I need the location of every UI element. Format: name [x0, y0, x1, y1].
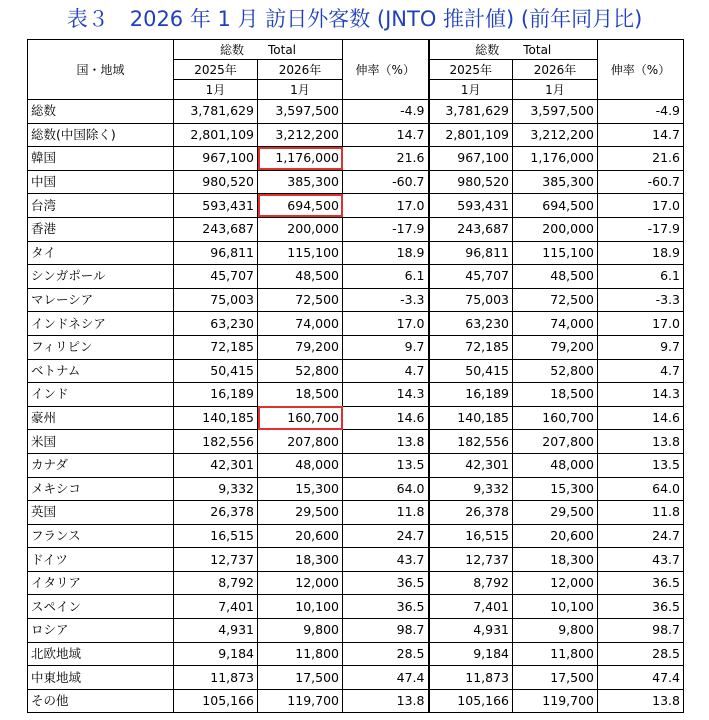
- value-2026-cell-right: 3,597,500: [513, 100, 598, 124]
- value-2025-cell-right: 2,801,109: [429, 123, 513, 147]
- value-2026-cell: 9,800: [258, 619, 343, 643]
- value-2025-cell: 96,811: [174, 241, 258, 265]
- value-2026-cell: 11,800: [258, 642, 343, 666]
- region-cell: イタリア: [28, 571, 174, 595]
- rate-cell-right: 13.5: [598, 453, 684, 477]
- rate-cell: 9.7: [343, 335, 429, 359]
- rate-cell-right: -4.9: [598, 100, 684, 124]
- table-row: [28, 312, 684, 336]
- month-header-2026-left: 1月: [258, 80, 343, 100]
- region-cell: タイ: [28, 241, 174, 265]
- rate-cell: 36.5: [343, 595, 429, 619]
- month-header-2026-right: 1月: [513, 80, 598, 100]
- rate-cell: 98.7: [343, 619, 429, 643]
- rate-cell-right: 24.7: [598, 524, 684, 548]
- value-2025-cell: 16,189: [174, 383, 258, 407]
- rate-cell: 13.8: [343, 430, 429, 454]
- rate-cell-right: 4.7: [598, 359, 684, 383]
- region-cell: ドイツ: [28, 548, 174, 572]
- value-2025-cell-right: 75,003: [429, 288, 513, 312]
- region-cell: ロシア: [28, 619, 174, 643]
- value-2026-cell-right: 52,800: [513, 359, 598, 383]
- region-cell: 台湾: [28, 194, 174, 218]
- region-cell: カナダ: [28, 453, 174, 477]
- value-2025-cell-right: 9,332: [429, 477, 513, 501]
- value-2025-cell: 9,332: [174, 477, 258, 501]
- table-row: [28, 430, 684, 454]
- value-2025-cell: 980,520: [174, 170, 258, 194]
- rate-cell: 36.5: [343, 571, 429, 595]
- value-2025-cell-right: 967,100: [429, 147, 513, 171]
- rate-cell-right: 14.7: [598, 123, 684, 147]
- value-2025-cell-right: 9,184: [429, 642, 513, 666]
- rate-cell-right: 13.8: [598, 689, 684, 713]
- region-cell: スペイン: [28, 595, 174, 619]
- value-2025-cell-right: 593,431: [429, 194, 513, 218]
- value-2026-cell: 15,300: [258, 477, 343, 501]
- value-2026-cell: 385,300: [258, 170, 343, 194]
- total-header-right: 総数 Total: [429, 40, 598, 60]
- rate-cell: -3.3: [343, 288, 429, 312]
- value-2025-cell: 140,185: [174, 406, 258, 430]
- table-row: [28, 217, 684, 241]
- value-2026-cell: 3,597,500: [258, 100, 343, 124]
- rate-cell: 43.7: [343, 548, 429, 572]
- rate-cell-right: 9.7: [598, 335, 684, 359]
- value-2026-cell-right: 3,212,200: [513, 123, 598, 147]
- value-2026-cell-right: 9,800: [513, 619, 598, 643]
- rate-cell: 13.8: [343, 689, 429, 713]
- value-2025-cell: 63,230: [174, 312, 258, 336]
- year-2026-header-right: 2026年: [513, 60, 598, 80]
- rate-cell-right: 13.8: [598, 430, 684, 454]
- value-2026-cell: 10,100: [258, 595, 343, 619]
- rate-cell: -4.9: [343, 100, 429, 124]
- rate-header-left: 伸率（%）: [343, 40, 429, 100]
- rate-cell: 28.5: [343, 642, 429, 666]
- year-2025-header-left: 2025年: [174, 60, 258, 80]
- rate-cell: 11.8: [343, 501, 429, 525]
- rate-cell-right: 14.6: [598, 406, 684, 430]
- value-2025-cell-right: 140,185: [429, 406, 513, 430]
- table-row: [28, 241, 684, 265]
- rate-cell-right: 17.0: [598, 194, 684, 218]
- region-cell: インド: [28, 383, 174, 407]
- value-2025-cell: 9,184: [174, 642, 258, 666]
- table-row: [28, 524, 684, 548]
- table-row: [28, 406, 684, 430]
- month-header-2025-right: 1月: [429, 80, 513, 100]
- value-2025-cell: 50,415: [174, 359, 258, 383]
- table-row: [28, 666, 684, 690]
- rate-cell-right: 6.1: [598, 265, 684, 289]
- region-cell: 総数: [28, 100, 174, 124]
- region-header: 国・地域: [28, 40, 174, 100]
- value-2026-cell: 74,000: [258, 312, 343, 336]
- value-2025-cell: 75,003: [174, 288, 258, 312]
- region-cell: メキシコ: [28, 477, 174, 501]
- table-row: [28, 170, 684, 194]
- table-row: [28, 619, 684, 643]
- region-cell: 韓国: [28, 147, 174, 171]
- table-row: [28, 595, 684, 619]
- year-2025-header-right: 2025年: [429, 60, 513, 80]
- value-2025-cell-right: 4,931: [429, 619, 513, 643]
- value-2025-cell-right: 11,873: [429, 666, 513, 690]
- value-2026-cell: 115,100: [258, 241, 343, 265]
- rate-cell: 17.0: [343, 194, 429, 218]
- value-2025-cell: 12,737: [174, 548, 258, 572]
- rate-cell-right: 21.6: [598, 147, 684, 171]
- value-2026-cell-right: 29,500: [513, 501, 598, 525]
- value-2025-cell-right: 96,811: [429, 241, 513, 265]
- rate-cell-right: 28.5: [598, 642, 684, 666]
- region-cell: フィリピン: [28, 335, 174, 359]
- rate-cell-right: -60.7: [598, 170, 684, 194]
- value-2025-cell-right: 7,401: [429, 595, 513, 619]
- value-2026-cell-right: 160,700: [513, 406, 598, 430]
- value-2026-cell-right: 79,200: [513, 335, 598, 359]
- table-row: [28, 689, 684, 713]
- value-2025-cell-right: 8,792: [429, 571, 513, 595]
- rate-cell: 21.6: [343, 147, 429, 171]
- rate-cell-right: 11.8: [598, 501, 684, 525]
- region-cell: 香港: [28, 217, 174, 241]
- rate-cell: 64.0: [343, 477, 429, 501]
- value-2026-cell-right: 200,000: [513, 217, 598, 241]
- region-cell: マレーシア: [28, 288, 174, 312]
- value-2026-cell-right: 74,000: [513, 312, 598, 336]
- rate-cell: 4.7: [343, 359, 429, 383]
- value-2025-cell: 11,873: [174, 666, 258, 690]
- value-2026-cell-right: 385,300: [513, 170, 598, 194]
- rate-cell: -17.9: [343, 217, 429, 241]
- value-2026-cell-right: 1,176,000: [513, 147, 598, 171]
- region-cell: 英国: [28, 501, 174, 525]
- region-cell: ベトナム: [28, 359, 174, 383]
- year-2026-header-left: 2026年: [258, 60, 343, 80]
- value-2025-cell-right: 243,687: [429, 217, 513, 241]
- table-row: [28, 265, 684, 289]
- region-cell: 総数(中国除く): [28, 123, 174, 147]
- table-row: [28, 383, 684, 407]
- table-row: [28, 453, 684, 477]
- value-2025-cell: 182,556: [174, 430, 258, 454]
- value-2025-cell: 3,781,629: [174, 100, 258, 124]
- value-2025-cell: 967,100: [174, 147, 258, 171]
- region-cell: 北欧地域: [28, 642, 174, 666]
- value-2026-cell: 72,500: [258, 288, 343, 312]
- value-2026-cell-right: 10,100: [513, 595, 598, 619]
- page-title: 表３ 2026 年 1 月 訪日外客数 (JNTO 推計値) (前年同月比): [66, 7, 643, 31]
- value-2026-cell: 200,000: [258, 217, 343, 241]
- month-header-2025-left: 1月: [174, 80, 258, 100]
- rate-cell-right: 18.9: [598, 241, 684, 265]
- value-2025-cell-right: 50,415: [429, 359, 513, 383]
- value-2025-cell: 4,931: [174, 619, 258, 643]
- value-2025-cell: 45,707: [174, 265, 258, 289]
- rate-cell-right: 36.5: [598, 571, 684, 595]
- rate-header-right: 伸率（%）: [598, 40, 684, 100]
- value-2026-cell: 3,212,200: [258, 123, 343, 147]
- value-2026-cell-right: 18,500: [513, 383, 598, 407]
- value-2026-cell: 48,000: [258, 453, 343, 477]
- value-2026-cell: 29,500: [258, 501, 343, 525]
- value-2025-cell: 8,792: [174, 571, 258, 595]
- value-2025-cell: 7,401: [174, 595, 258, 619]
- rate-cell: 47.4: [343, 666, 429, 690]
- rate-cell-right: 47.4: [598, 666, 684, 690]
- value-2025-cell: 593,431: [174, 194, 258, 218]
- region-cell: 中東地域: [28, 666, 174, 690]
- value-2026-cell: 18,300: [258, 548, 343, 572]
- rate-cell: 14.7: [343, 123, 429, 147]
- value-2026-cell: 160,700: [258, 406, 343, 430]
- value-2026-cell-right: 15,300: [513, 477, 598, 501]
- region-cell: その他: [28, 689, 174, 713]
- total-header-left: 総数 Total: [174, 40, 343, 60]
- table-row: [28, 642, 684, 666]
- value-2026-cell: 48,500: [258, 265, 343, 289]
- rate-cell: 6.1: [343, 265, 429, 289]
- region-cell: 米国: [28, 430, 174, 454]
- region-cell: 中国: [28, 170, 174, 194]
- value-2026-cell-right: 48,500: [513, 265, 598, 289]
- value-2026-cell: 694,500: [258, 194, 343, 218]
- value-2026-cell-right: 694,500: [513, 194, 598, 218]
- value-2025-cell-right: 45,707: [429, 265, 513, 289]
- rate-cell-right: -3.3: [598, 288, 684, 312]
- value-2026-cell-right: 11,800: [513, 642, 598, 666]
- rate-cell: 18.9: [343, 241, 429, 265]
- value-2026-cell-right: 119,700: [513, 689, 598, 713]
- table-row: [28, 147, 684, 171]
- visitor-stats-table: [27, 39, 684, 713]
- table-row: [28, 477, 684, 501]
- value-2025-cell-right: 72,185: [429, 335, 513, 359]
- value-2025-cell: 105,166: [174, 689, 258, 713]
- rate-cell-right: 98.7: [598, 619, 684, 643]
- value-2026-cell: 79,200: [258, 335, 343, 359]
- value-2025-cell: 16,515: [174, 524, 258, 548]
- value-2025-cell-right: 16,189: [429, 383, 513, 407]
- region-cell: インドネシア: [28, 312, 174, 336]
- value-2025-cell: 2,801,109: [174, 123, 258, 147]
- value-2026-cell-right: 18,300: [513, 548, 598, 572]
- table-row: [28, 501, 684, 525]
- rate-cell: 14.3: [343, 383, 429, 407]
- value-2026-cell: 20,600: [258, 524, 343, 548]
- rate-cell-right: -17.9: [598, 217, 684, 241]
- table-row: [28, 335, 684, 359]
- value-2026-cell: 17,500: [258, 666, 343, 690]
- value-2026-cell-right: 207,800: [513, 430, 598, 454]
- value-2025-cell-right: 63,230: [429, 312, 513, 336]
- rate-cell: -60.7: [343, 170, 429, 194]
- value-2025-cell-right: 3,781,629: [429, 100, 513, 124]
- value-2025-cell-right: 16,515: [429, 524, 513, 548]
- value-2026-cell-right: 115,100: [513, 241, 598, 265]
- value-2025-cell-right: 980,520: [429, 170, 513, 194]
- value-2026-cell: 207,800: [258, 430, 343, 454]
- region-cell: 豪州: [28, 406, 174, 430]
- rate-cell-right: 14.3: [598, 383, 684, 407]
- region-cell: フランス: [28, 524, 174, 548]
- rate-cell-right: 36.5: [598, 595, 684, 619]
- value-2025-cell: 243,687: [174, 217, 258, 241]
- value-2026-cell: 1,176,000: [258, 147, 343, 171]
- table-row: [28, 571, 684, 595]
- value-2026-cell-right: 17,500: [513, 666, 598, 690]
- rate-cell: 17.0: [343, 312, 429, 336]
- value-2025-cell: 26,378: [174, 501, 258, 525]
- value-2026-cell-right: 12,000: [513, 571, 598, 595]
- table-row: [28, 194, 684, 218]
- value-2026-cell: 18,500: [258, 383, 343, 407]
- table-row: [28, 123, 684, 147]
- rate-cell-right: 17.0: [598, 312, 684, 336]
- table-row: [28, 288, 684, 312]
- value-2026-cell-right: 20,600: [513, 524, 598, 548]
- rate-cell: 14.6: [343, 406, 429, 430]
- table-row: [28, 548, 684, 572]
- value-2026-cell: 12,000: [258, 571, 343, 595]
- value-2025-cell-right: 12,737: [429, 548, 513, 572]
- rate-cell: 13.5: [343, 453, 429, 477]
- value-2026-cell-right: 72,500: [513, 288, 598, 312]
- value-2026-cell: 52,800: [258, 359, 343, 383]
- rate-cell-right: 64.0: [598, 477, 684, 501]
- rate-cell: 24.7: [343, 524, 429, 548]
- rate-cell-right: 43.7: [598, 548, 684, 572]
- value-2026-cell: 119,700: [258, 689, 343, 713]
- value-2025-cell-right: 42,301: [429, 453, 513, 477]
- value-2025-cell-right: 182,556: [429, 430, 513, 454]
- value-2025-cell-right: 105,166: [429, 689, 513, 713]
- value-2025-cell-right: 26,378: [429, 501, 513, 525]
- region-cell: シンガポール: [28, 265, 174, 289]
- table-row: [28, 359, 684, 383]
- value-2026-cell-right: 48,000: [513, 453, 598, 477]
- value-2025-cell: 42,301: [174, 453, 258, 477]
- value-2025-cell: 72,185: [174, 335, 258, 359]
- table-row: [28, 100, 684, 124]
